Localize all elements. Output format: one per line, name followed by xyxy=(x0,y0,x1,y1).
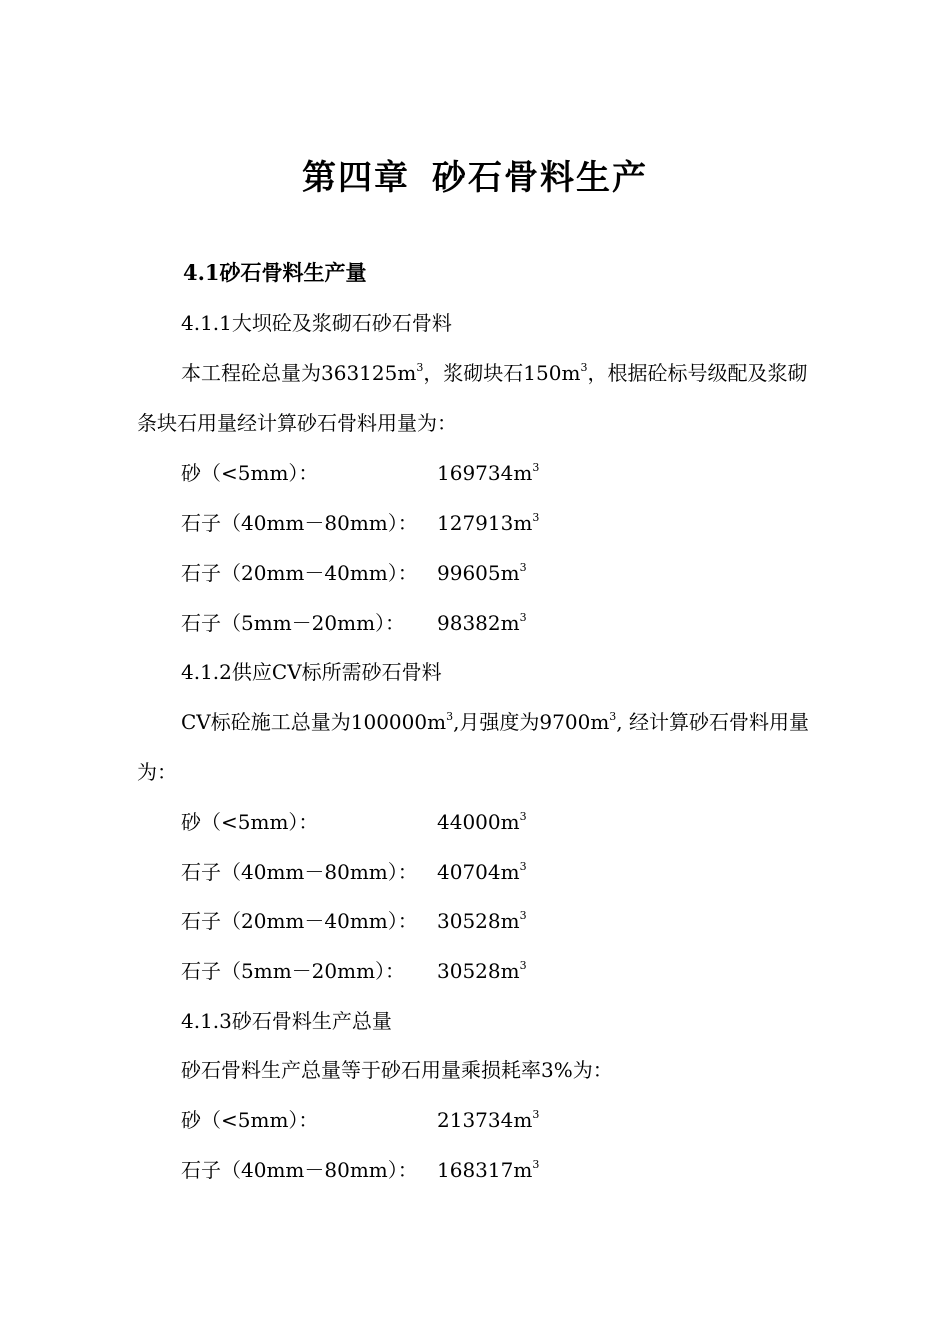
item-value: $169734m^3$ xyxy=(437,461,540,485)
chapter-number: 第四章 xyxy=(302,158,410,198)
item-value: $44000m^3$ xyxy=(437,810,527,834)
item-value: $168317m^3$ xyxy=(437,1158,540,1182)
item-value: $98382m^3$ xyxy=(437,611,527,635)
paragraph-2-line-1: CV标砼施工总量为$100000m^3$,月强度为$9700m^3$, 经计算砂石骨料用量 xyxy=(181,710,810,734)
subsection-heading-3: 4.1.3砂石骨料生产总量 xyxy=(181,1009,392,1033)
item-label: 石子（20mm－40mm）： xyxy=(181,561,418,585)
section-heading: 4.1砂石骨料生产量 xyxy=(183,260,367,285)
item-label: 石子（40mm－80mm）： xyxy=(181,1158,418,1182)
chapter-title xyxy=(0,150,950,199)
item-value: $30528m^3$ xyxy=(437,959,527,983)
paragraph-3: 砂石骨料生产总量等于砂石用量乘损耗率3%为： xyxy=(181,1058,613,1082)
paragraph-1-line-1: 本工程砼总量为$363125m^3$，浆砌块石$150m^3$，根据砼标号级配及浆砌 xyxy=(181,361,808,385)
item-label: 砂（<5mm）： xyxy=(181,810,319,834)
item-value: $99605m^3$ xyxy=(437,561,527,585)
paragraph-1-line-2: 条块石用量经计算砂石骨料用量为： xyxy=(137,411,457,435)
item-label: 砂（<5mm）： xyxy=(181,461,319,485)
item-label: 石子（5mm－20mm）： xyxy=(181,611,406,635)
item-value: $127913m^3$ xyxy=(437,511,540,535)
item-label: 石子（40mm－80mm）： xyxy=(181,511,418,535)
subsection-heading-2: 4.1.2供应CV标所需砂石骨料 xyxy=(181,660,442,684)
paragraph-2-line-2: 为： xyxy=(137,760,177,784)
item-value: $40704m^3$ xyxy=(437,860,527,884)
subsection-heading-1: 4.1.1大坝砼及浆砌石砂石骨料 xyxy=(181,311,452,335)
item-label: 石子（5mm－20mm）： xyxy=(181,959,406,983)
item-label: 石子（20mm－40mm）： xyxy=(181,909,418,933)
item-value: $213734m^3$ xyxy=(437,1108,540,1132)
item-value: $30528m^3$ xyxy=(437,909,527,933)
item-label: 石子（40mm－80mm）： xyxy=(181,860,418,884)
item-label: 砂（<5mm）： xyxy=(181,1108,319,1132)
chapter-name: 砂石骨料生产 xyxy=(432,158,648,198)
